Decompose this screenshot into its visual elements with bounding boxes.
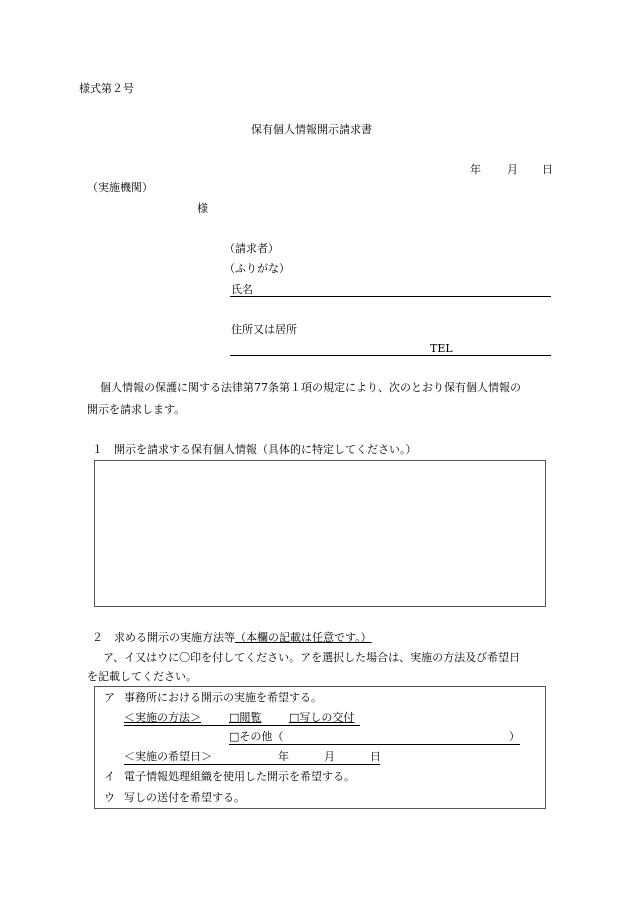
section-2-heading-text: ２ 求める開示の実施方法等 [92, 631, 235, 644]
tel-label: TEL [430, 342, 453, 355]
agency-honorific: 様 [197, 202, 208, 215]
method-underline [124, 725, 360, 726]
requested-info-textbox[interactable] [94, 460, 546, 607]
furigana-label: （ふりがな） [224, 262, 290, 275]
form-number: 様式第２号 [79, 82, 134, 95]
option-i-marker[interactable]: イ [104, 770, 115, 783]
intro-line-1: 個人情報の保護に関する法律第77条第１項の規定により、次のとおり保有個人情報の [100, 381, 521, 394]
option-u-text: 写しの送付を希望する。 [124, 791, 245, 804]
date-month-label: 月 [507, 163, 518, 176]
agency-label: （実施機関） [87, 181, 153, 194]
option-a-marker[interactable]: ア [104, 691, 115, 704]
other-close-paren: ） [509, 730, 520, 743]
intro-line-2: 開示を請求します。 [87, 403, 186, 416]
desired-date-field-line[interactable] [124, 764, 380, 765]
address-label: 住所又は居所 [231, 323, 297, 336]
method-label: ＜実施の方法＞ [124, 711, 201, 724]
requester-heading: （請求者） [224, 242, 279, 255]
section-2-optional-note: （本欄の記載は任意です。） [235, 631, 372, 644]
checkbox-view[interactable]: □閲覧 [229, 711, 262, 724]
checkbox-other[interactable]: □その他（ [229, 730, 284, 743]
checkbox-copy[interactable]: □写しの交付 [289, 711, 355, 724]
date-day-label: 日 [542, 163, 553, 176]
name-field-line[interactable] [230, 296, 551, 297]
option-u-marker[interactable]: ウ [104, 791, 115, 804]
option-a-text: 事務所における開示の実施を希望する。 [124, 691, 322, 704]
desired-date-day: 日 [370, 750, 381, 763]
other-method-field-line[interactable] [229, 744, 520, 745]
section-1-heading: １ 開示を請求する保有個人情報（具体的に特定してください。） [92, 443, 417, 456]
section-2-heading [92, 632, 372, 643]
option-i-text: 電子情報処理組織を使用した開示を希望する。 [124, 770, 355, 783]
page-title: 保有個人情報開示請求書 [251, 123, 372, 136]
name-label: 氏名 [231, 283, 253, 296]
desired-date-year: 年 [278, 750, 289, 763]
desired-date-month: 月 [324, 750, 335, 763]
section-2-instruction-2: を記載してください。 [87, 670, 197, 683]
desired-date-label: ＜実施の希望日＞ [124, 750, 212, 763]
section-2-instruction-1: ア、イ又はウに〇印を付してください。アを選択した場合は、実施の方法及び希望日 [103, 651, 521, 664]
date-year-label: 年 [470, 163, 481, 176]
address-field-line[interactable] [230, 355, 551, 356]
